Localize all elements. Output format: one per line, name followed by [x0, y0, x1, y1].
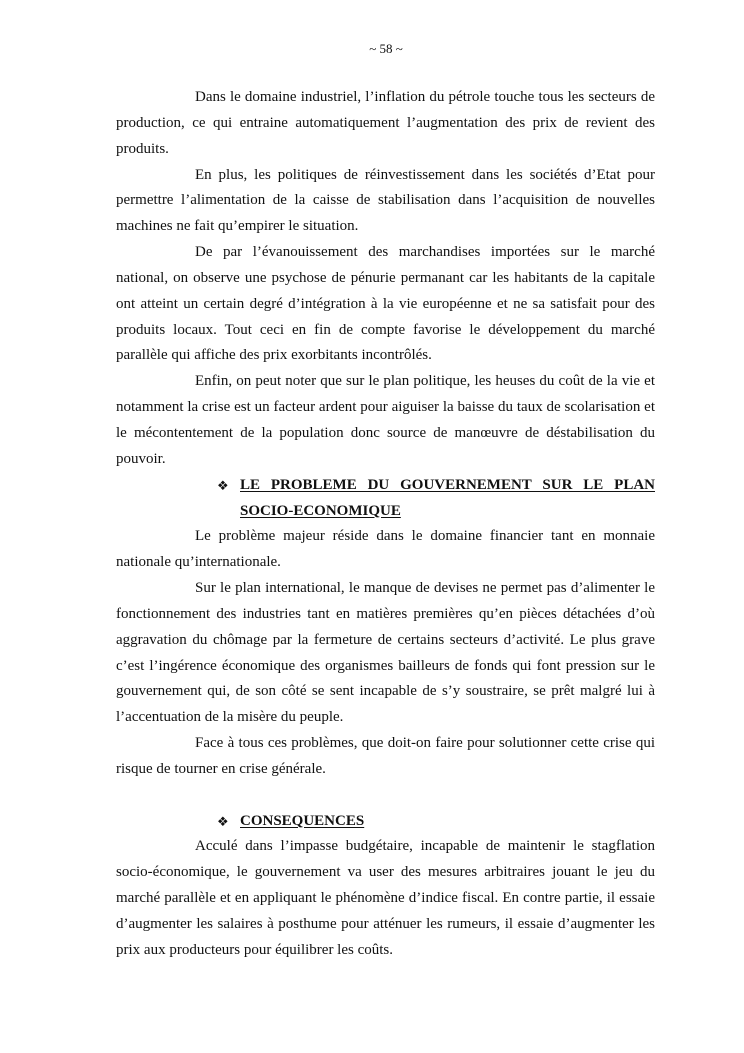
paragraph: Le problème majeur réside dans le domaine financier tant en monnaie nationale qu’internationale.: [116, 528, 655, 571]
paragraph: Sur le plan international, le manque de devises ne permet pas d’alimenter le fonctionnement des industries tant en matières premières qu’en pièces détachées d’où aggravation du chômage par la fermeture de certains secteurs d’activité. Le plus grave c’est l’ingérence économique des organismes bailleurs de fonds qui font pression sur le gouvernement qui, de son côté se sent incapable de s’y soustraire, se prêt malgré lui à l’accentuation de la misère du peuple.: [116, 580, 655, 726]
document-body: [116, 85, 655, 964]
heading-text: CONSEQUENCES: [240, 812, 365, 829]
diamond-bullet-icon: ❖: [217, 813, 229, 829]
paragraph: Face à tous ces problèmes, que doit-on faire pour solutionner cette crise qui risque de tourner en crise générale.: [116, 735, 655, 777]
paragraph: Acculé dans l’impasse budgétaire, incapable de maintenir le stagflation socio-économique, le gouvernement va user des mesures arbitraires jouant le jeu du marché parallèle et en appliquant le phénomène d’indice fiscal. En contre partie, il essaie d’augmenter les salaires à posthume pour atténuer les rumeurs, il essaie d’augmenter les prix aux producteurs pour équilibrer les coûts.: [116, 838, 655, 958]
page-number: ~ 58 ~: [369, 41, 403, 56]
diamond-bullet-icon: ❖: [217, 477, 229, 493]
paragraph: Dans le domaine industriel, l’inflation du pétrole touche tous les secteurs de production, ce qui entraine automatiquement l’augmentation des prix de revient des produits.: [116, 89, 655, 157]
paragraph: En plus, les politiques de réinvestissement dans les sociétés d’Etat pour permettre l’alimentation de la caisse de stabilisation dans l’acquisition de nouvelles machines ne fait qu’empirer le situation.: [116, 166, 655, 235]
paragraph: De par l’évanouissement des marchandises importées sur le marché national, on observe une psychose de pénurie permanant car les habitants de la capitale ont atteint un certain degré d’intégration à la vie européenne et ne sa satisfait pour des produits locaux. Tout ceci en fin de compte favorise le développement du marché parallèle qui affiche des prix exorbitants incontrôlés.: [116, 244, 655, 364]
section-heading: [116, 473, 655, 525]
paragraph: Enfin, on peut noter que sur le plan politique, les heuses du coût de la vie et notamment la crise est un facteur ardent pour aiguiser la baisse du taux de scolarisation et le mécontentement de la population donc source de manœuvre de déstabilisation du pouvoir.: [116, 373, 655, 467]
section-heading: [116, 809, 655, 835]
heading-text: LE PROBLEME DU GOUVERNEMENT SUR LE PLAN SOCIO-ECONOMIQUE: [240, 476, 655, 519]
blank-line: [116, 783, 655, 809]
